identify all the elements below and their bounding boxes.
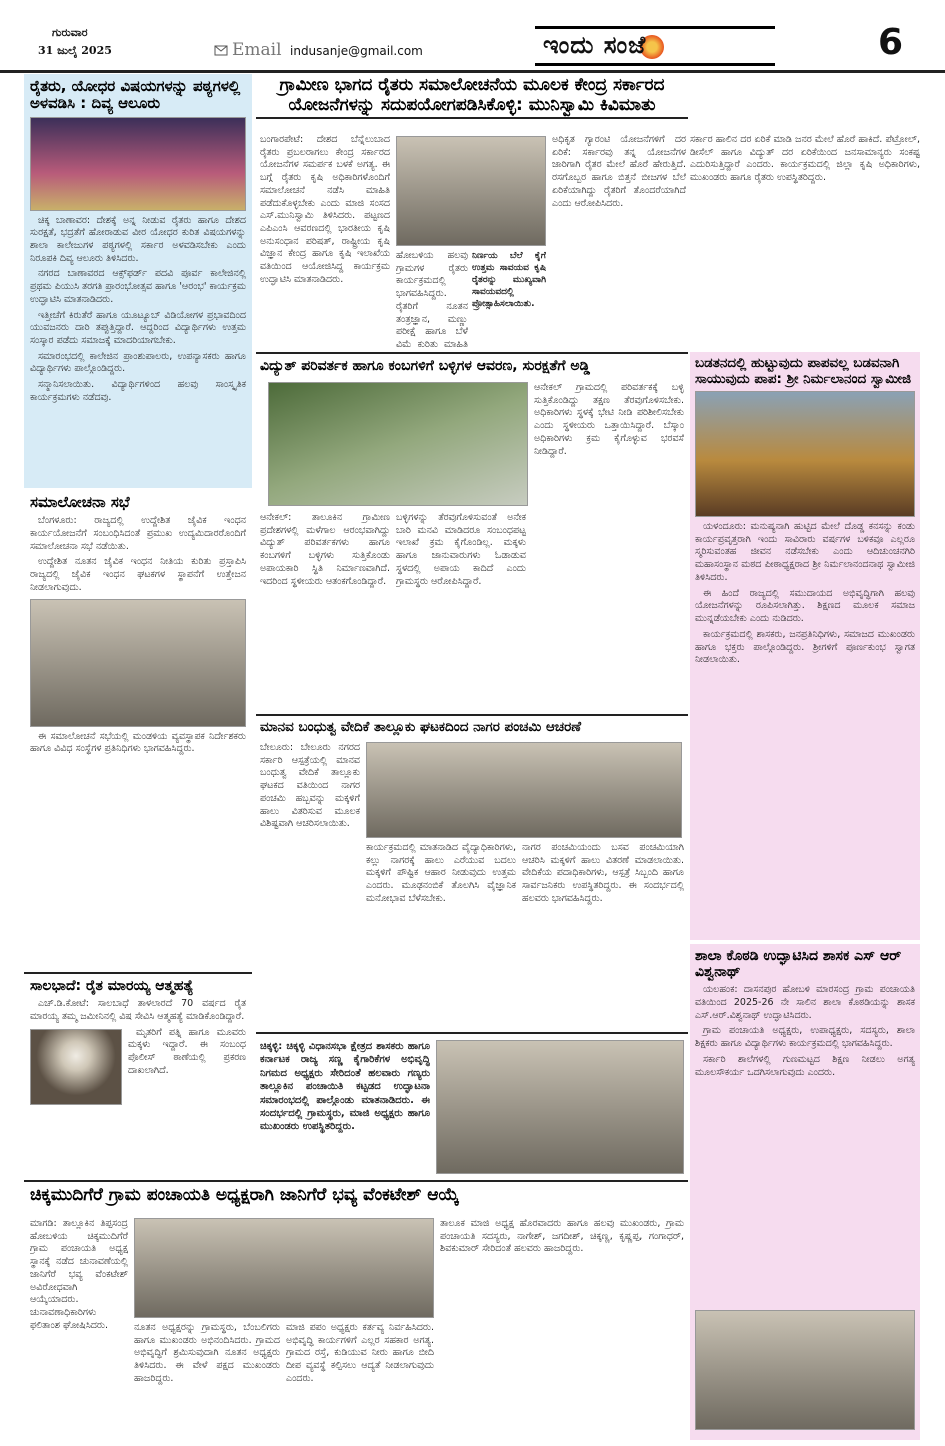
bottom-col-4: ತಾಲೂಕ ಮಾಜಿ ಅಧ್ಯಕ್ಷ ಹೊರವಾದರು ಹಾಗೂ ಹಲವು ಮುಖಂಡರು, ಗ್ರಾಮ ಪಂಚಾಯತಿ ಸದಸ್ಯರು, ನಾಗೇಶ್, ಜಗದೀಶ್, ಚಿಕ್ಕಣ್ಣ, ಕೃಷ್ಣಪ್ಪ, ಗಂಗಾಧರ್, ಶಿವಕುಮಾರ್ ಸೇರಿದಂತೆ ಹಲವರು ಹಾಜರಿದ್ದರು.	[440, 1218, 684, 1255]
panchayat-event-story	[256, 1032, 688, 1178]
email-label: Email	[232, 40, 282, 60]
left-story-2	[24, 490, 252, 970]
naga-col-1: ಬೇಲೂರು: ಬೇಲೂರು ನಗರದ ಸರ್ಕಾರಿ ಆಸ್ಪತ್ರೆಯಲ್ಲಿ ಮಾನವ ಬಂಧುತ್ವ ವೇದಿಕೆ ತಾಲ್ಲೂಕು ಘಟಕದ ವತಿಯಿಂದ ನಾಗರ ಪಂಚಮಿ ಹಬ್ಬವನ್ನು ಮಕ್ಕಳಿಗೆ ಹಾಲು ವಿತರಿಸುವ ಮೂಲಕ ವಿಶಿಷ್ಟವಾಗಿ ಆಚರಿಸಲಾಯಿತು.	[260, 742, 360, 830]
paragraph: ಮೃತರಿಗೆ ಪತ್ನಿ ಹಾಗೂ ಮೂವರು ಮಕ್ಕಳು ಇದ್ದಾರೆ. ಈ ಸಂಬಂಧ ಪೊಲೀಸ್ ಠಾಣೆಯಲ್ಲಿ ಪ್ರಕರಣ ದಾಖಲಾಗಿದೆ.	[128, 1026, 246, 1076]
paragraph: ಸಮಾರಂಭದಲ್ಲಿ ಕಾಲೇಜಿನ ಪ್ರಾಂಶುಪಾಲರು, ಉಪನ್ಯಾಸಕರು ಹಾಗೂ ವಿದ್ಯಾರ್ಥಿಗಳು ಪಾಲ್ಗೊಂಡಿದ್ದರು.	[30, 350, 246, 375]
school-headline: ಶಾಲಾ ಕೊಠಡಿ ಉದ್ಘಾಟಿಸಿದ ಶಾಸಕ ಎಸ್ ಆರ್ ವಿಶ್ವನಾಥ್	[695, 948, 902, 981]
naga-col-3: ನಾಗರ ಪಂಚಮಿಯಂದು ಬಸವ ಪಂಚಮಿಯಾಗಿ ಆಚರಿಸಿ ಮಕ್ಕಳಿಗೆ ಹಾಲು ವಿತರಣೆ ಮಾಡಲಾಯಿತು. ವೇದಿಕೆಯ ಪದಾಧಿಕಾರಿಗಳು, ಆಸ್ಪತ್ರೆ ಸಿಬ್ಬಂದಿ ಹಾಗೂ ಸಾರ್ವಜನಿಕರು ಉಪಸ್ಥಿತರಿದ್ದರು. ಈ ಸಂದರ್ಭದಲ್ಲಿ ಹಲವರು ಭಾಗವಹಿಸಿದ್ದರು.	[522, 842, 684, 904]
paragraph: ನಗರದ ಬಾಣಾವರದ ಆಕ್ಸ್‌ಫರ್ಡ್ ಪದವಿ ಪೂರ್ವ ಕಾಲೇಜಿನಲ್ಲಿ ಪ್ರಥಮ ಪಿಯುಸಿ ತರಗತಿ ಪ್ರಾರಂಭೋತ್ಸವ ಹಾಗೂ 'ಆರಂಭ' ಕಾರ್ಯಕ್ರಮ ಉದ್ಘಾಟಿಸಿ ಮಾತನಾಡಿದರು.	[30, 268, 246, 305]
electric-col-2: ಬಳ್ಳಿಗಳನ್ನು ತೆರವುಗೊಳಿಸುವಂತೆ ಅನೇಕ ಬಾರಿ ಮನವಿ ಮಾಡಿದರೂ ಸಂಬಂಧಪಟ್ಟ ಇಲಾಖೆ ಕ್ರಮ ಕೈಗೊಂಡಿಲ್ಲ. ಮಕ್ಕಳು ಹಾಗೂ ಜಾನುವಾರುಗಳು ಓಡಾಡುವ ಸ್ಥಳದಲ್ಲಿ ಅಪಾಯ ಕಾದಿದೆ ಎಂದು ಗ್ರಾಮಸ್ಥರು ಆರೋಪಿಸಿದ್ದಾರೆ.	[396, 512, 526, 587]
farmer-portrait-photo	[30, 1029, 122, 1105]
masthead-rule	[0, 70, 945, 73]
masthead-day: ಗುರುವಾರ	[52, 26, 88, 39]
bottom-col-3: ಮಾಜಿ ಪಪಂ ಅಧ್ಯಕ್ಷರು ಕರ್ತವ್ಯ ನಿರ್ವಹಿಸಿದರು. ಅಭಿವೃದ್ಧಿ ಕಾರ್ಯಗಳಿಗೆ ಎಲ್ಲರ ಸಹಕಾರ ಅಗತ್ಯ. ಗ್ರಾಮದ ರಸ್ತೆ, ಕುಡಿಯುವ ನೀರು ಹಾಗೂ ಬೀದಿ ದೀಪ ವ್ಯವಸ್ಥೆ ಕಲ್ಪಿಸಲು ಆದ್ಯತೆ ನೀಡಲಾಗುವುದು ಎಂದರು.	[286, 1322, 434, 1384]
lead-col-2: ಹೋಬಳಿಯ ಹಲವು ಗ್ರಾಮಗಳ ರೈತರು ಕಾರ್ಯಕ್ರಮದಲ್ಲಿ ಭಾಗವಹಿಸಿದ್ದರು. ರೈತರಿಗೆ ನೂತನ ತಂತ್ರಜ್ಞಾನ, ಮಣ್ಣು ಪರೀಕ್ಷೆ ಹಾಗೂ ಬೆಳೆ ವಿಮೆ ಕುರಿತು ಮಾಹಿತಿ	[396, 250, 468, 350]
students-event-photo	[30, 117, 246, 211]
left-story-2-body-b	[30, 731, 246, 756]
email-icon	[214, 42, 228, 56]
logo-text: ಇಂದು ಸಂಜೆ	[543, 31, 647, 59]
electric-col-3: ಆನೇಕಲ್ ಗ್ರಾಮದಲ್ಲಿ ಪರಿವರ್ತಕಕ್ಕೆ ಬಳ್ಳಿ ಸುತ್ತಿಕೊಂಡಿದ್ದು ತಕ್ಷಣ ತೆರವುಗೊಳಿಸಬೇಕು. ಅಧಿಕಾರಿಗಳು ಸ್ಥಳಕ್ಕೆ ಭೇಟಿ ನೀಡಿ ಪರಿಶೀಲಿಸಬೇಕು ಎಂದು ಸ್ಥಳೀಯರು ಒತ್ತಾಯಿಸಿದ್ದಾರೆ. ಬೆಸ್ಕಾಂ ಅಧಿಕಾರಿಗಳು ಕ್ರಮ ಕೈಗೊಳ್ಳುವ ಭರವಸೆ ನೀಡಿದ್ದಾರೆ.	[534, 382, 684, 457]
masthead-logo	[535, 26, 775, 66]
panchayat-event-body: ಚಿಕ್ಕಳ್ಳಿ: ಚಿಕ್ಕಳ್ಳಿ ವಿಧಾನಸಭಾ ಕ್ಷೇತ್ರದ ಶಾಸಕರು ಹಾಗೂ ಕರ್ನಾಟಕ ರಾಜ್ಯ ಸಣ್ಣ ಕೈಗಾರಿಕೆಗಳ ಅಭಿವೃದ್ಧಿ ನಿಗಮದ ಅಧ್ಯಕ್ಷರು ಸೇರಿದಂತೆ ಹಲವಾರು ಗಣ್ಯರು ತಾಲ್ಲೂಕಿನ ಪಂಚಾಯಿತಿ ಕಟ್ಟಡದ ಉದ್ಘಾಟನಾ ಸಮಾರಂಭದಲ್ಲಿ ಪಾಲ್ಗೊಂಡು ಮಾತನಾಡಿದರು. ಈ ಸಂದರ್ಭದಲ್ಲಿ ಗ್ರಾಮಸ್ಥರು, ಮಾಜಿ ಅಧ್ಯಕ್ಷರು ಹಾಗೂ ಮುಖಂಡರು ಉಪಸ್ಥಿತರಿದ್ದರು.	[260, 1041, 430, 1133]
left-story-3-headline: ಸಾಲಭಾದೆ: ರೈತ ಮಾರಯ್ಯ ಆತ್ಮಹತ್ಯೆ	[30, 978, 194, 994]
school-body	[695, 984, 915, 1079]
left-story-1-body	[30, 215, 246, 405]
left-story-1-headline: ರೈತರು, ಯೋಧರ ವಿಷಯಗಳನ್ನು ಪಠ್ಯಗಳಲ್ಲಿ ಅಳವಡಿಸಿ : ದಿವ್ಯ ಆಲೂರು	[30, 77, 241, 113]
bottom-story	[24, 1180, 688, 1442]
masthead	[0, 0, 945, 70]
swamiji-story	[690, 352, 920, 940]
paragraph: ಸರ್ಕಾರಿ ಶಾಲೆಗಳಲ್ಲಿ ಗುಣಮಟ್ಟದ ಶಿಕ್ಷಣ ನೀಡಲು ಅಗತ್ಯ ಮೂಲಸೌಕರ್ಯ ಒದಗಿಸಲಾಗುವುದು ಎಂದರು.	[695, 1053, 915, 1078]
left-story-3-body	[30, 998, 246, 1023]
swamiji-headline: ಬಡತನದಲ್ಲಿ ಹುಟ್ಟುವುದು ಪಾಪವಲ್ಲ ಬಡವನಾಗಿ ಸಾಯುವುದು ಪಾಪ: ಶ್ರೀ ನಿರ್ಮಲಾನಂದ ಸ್ವಾಮೀಜಿ	[695, 355, 912, 387]
left-story-2-body-a	[30, 515, 246, 594]
lead-caption: ನಿರ್ಣಯ ಬೆಲೆ ಕೈಗೆ ಉತ್ತಮ ಸಾವಯವ ಕೃಷಿ ರೈತರನ್ನು ಮುಖ್ಯವಾಗಿ ಸಾವಯವದಲ್ಲಿ ಪ್ರೋತ್ಸಾಹಿಸಲಾಯಿತು.	[472, 251, 546, 310]
paragraph: ಇತ್ತೀಚೆಗೆ ಕಿರುತೆರೆ ಹಾಗೂ ಯೂಟ್ಯೂಬ್ ವಿಡಿಯೋಗಳ ಪ್ರಭಾವದಿಂದ ಯುವಜನರು ದಾರಿ ತಪ್ಪುತ್ತಿದ್ದಾರೆ. ಆದ್ದರಿಂದ ವಿದ್ಯಾರ್ಥಿಗಳು ಉತ್ತಮ ಸಂಸ್ಕಾರ ಪಡೆದು ಸಮಾಜಕ್ಕೆ ಮಾದರಿಯಾಗಬೇಕು.	[30, 309, 246, 346]
electric-headline: ವಿದ್ಯುತ್ ಪರಿವರ್ತಕ ಹಾಗೂ ಕಂಬಗಳಿಗೆ ಬಳ್ಳಿಗಳ ಆವರಣ, ಸುರಕ್ಷತೆಗೆ ಅಡ್ಡಿ	[260, 358, 590, 374]
paragraph: ಈ ಹಿಂದೆ ರಾಜ್ಯದಲ್ಲಿ ಸಮುದಾಯದ ಅಭಿವೃದ್ಧಿಗಾಗಿ ಹಲವು ಯೋಜನೆಗಳನ್ನು ರೂಪಿಸಲಾಗಿತ್ತು. ಶಿಕ್ಷಣದ ಮೂಲಕ ಸಮಾಜ ಮುನ್ನಡೆಯಬೇಕು ಎಂದು ನುಡಿದರು.	[695, 587, 915, 625]
panchayat-event-photo	[436, 1040, 684, 1174]
swamiji-body	[695, 521, 915, 667]
paragraph: ಬೆಂಗಳೂರು: ರಾಜ್ಯದಲ್ಲಿ ಉದ್ದೇಶಿತ ಜೈವಿಕ ಇಂಧನ ಕಾರ್ಯಯೋಜನೆಗೆ ಸಂಬಂಧಿಸಿದಂತೆ ಪ್ರಮುಖ ಉದ್ಯಮಿದಾರರೊಂದಿಗೆ ಸಮಾಲೋಚನಾ ಸಭೆ ನಡೆಯಿತು.	[30, 515, 246, 552]
electric-col-1: ಆನೇಕಲ್: ತಾಲೂಕಿನ ಗ್ರಾಮೀಣ ಪ್ರದೇಶಗಳಲ್ಲಿ ಮಳೆಗಾಲ ಆರಂಭವಾಗಿದ್ದು ವಿದ್ಯುತ್ ಪರಿವರ್ತಕಗಳು ಹಾಗೂ ಕಂಬಗಳಿಗೆ ಬಳ್ಳಿಗಳು ಸುತ್ತಿಕೊಂಡು ಅಪಾಯಕಾರಿ ಸ್ಥಿತಿ ನಿರ್ಮಾಣವಾಗಿದೆ. ಇದರಿಂದ ಸ್ಥಳೀಯರು ಆತಂಕಗೊಂಡಿದ್ದಾರೆ.	[260, 512, 390, 587]
school-story	[690, 944, 920, 1440]
bottom-col-2: ನೂತನ ಅಧ್ಯಕ್ಷರನ್ನು ಗ್ರಾಮಸ್ಥರು, ಬೆಂಬಲಿಗರು ಹಾಗೂ ಮುಖಂಡರು ಅಭಿನಂದಿಸಿದರು. ಗ್ರಾಮದ ಅಭಿವೃದ್ಧಿಗೆ ಶ್ರಮಿಸುವುದಾಗಿ ನೂತನ ಅಧ್ಯಕ್ಷರು ತಿಳಿಸಿದರು. ಈ ವೇಳೆ ಪಕ್ಷದ ಮುಖಂಡರು ಹಾಜರಿದ್ದರು.	[134, 1322, 280, 1384]
lead-col-3: ಅಧಿಕೃತ ಗ್ಯಾರಂಟಿ ಯೋಜನೆಗಳಿಗೆ ದರ ಏರಿಕೆ: ಸರ್ಕಾರವು ತನ್ನ ಯೋಜನೆಗಳ ಜಾರಿಗಾಗಿ ರೈತರ ಮೇಲೆ ಹೊರೆ ಹೇರುತ್ತಿದೆ. ರಸಗೊಬ್ಬರ ಹಾಗೂ ಬಿತ್ತನೆ ಬೀಜಗಳ ಬೆಲೆ ಏರಿಕೆಯಾಗಿದ್ದು ರೈತರಿಗೆ ತೊಂದರೆಯಾಗಿದೆ ಎಂದು ಆರೋಪಿಸಿದರು.	[552, 134, 686, 209]
electric-story	[256, 352, 688, 712]
lead-col-4: ಸರ್ಕಾರ ಹಾಲಿನ ದರ ಏರಿಕೆ ಮಾಡಿ ಜನರ ಮೇಲೆ ಹೊರೆ ಹಾಕಿದೆ. ಪೆಟ್ರೋಲ್, ಡೀಸೆಲ್ ಹಾಗೂ ವಿದ್ಯುತ್ ದರ ಏರಿಕೆಯಿಂದ ಜನಸಾಮಾನ್ಯರು ಸಂಕಷ್ಟ ಎದುರಿಸುತ್ತಿದ್ದಾರೆ ಎಂದರು. ಕಾರ್ಯಕ್ರಮದಲ್ಲಿ ಜಿಲ್ಲಾ ಕೃಷಿ ಅಧಿಕಾರಿಗಳು, ಮುಖಂಡರು ಹಾಗೂ ರೈತರು ಉಪಸ್ಥಿತರಿದ್ದರು.	[690, 134, 920, 184]
page-number: 6	[878, 22, 904, 63]
left-story-2-headline: ಸಮಾಲೋಚನಾ ಸಭೆ	[30, 493, 130, 511]
left-story-1	[24, 74, 252, 488]
paragraph: ಯಲಹಂಕ: ದಾಸನಪುರ ಹೋಬಳಿ ಮಾರಸಂದ್ರ ಗ್ರಾಮ ಪಂಚಾಯತಿ ವತಿಯಿಂದ 2025-26 ನೇ ಸಾಲಿನ ಶಾಲಾ ಕೊಠಡಿಯನ್ನು ಶಾಸಕ ಎಸ್.ಆರ್.ವಿಶ್ವನಾಥ್ ಉದ್ಘಾಟಿಸಿದರು.	[695, 984, 915, 1021]
naga-headline: ಮಾನವ ಬಂಧುತ್ವ ವೇದಿಕೆ ತಾಲ್ಲೂಕು ಘಟಕದಿಂದ ನಾಗರ ಪಂಚಮಿ ಆಚರಣೆ	[260, 719, 582, 735]
paragraph: ಕಾರ್ಯಕ್ರಮದಲ್ಲಿ ಶಾಸಕರು, ಜನಪ್ರತಿನಿಧಿಗಳು, ಸಮಾಜದ ಮುಖಂಡರು ಹಾಗೂ ಭಕ್ತರು ಪಾಲ್ಗೊಂಡಿದ್ದರು. ಶ್ರೀಗಳಿಗೆ ಪೂರ್ಣಕುಂಭ ಸ್ವಾಗತ ನೀಡಲಾಯಿತು.	[695, 628, 915, 666]
swamiji-temple-photo	[695, 391, 915, 517]
paragraph: ಸನ್ಮಾನಿಸಲಾಯಿತು. ವಿದ್ಯಾರ್ಥಿಗಳಿಂದ ಹಲವು ಸಾಂಸ್ಕೃತಿಕ ಕಾರ್ಯಕ್ರಮಗಳು ನಡೆದವು.	[30, 379, 246, 403]
meeting-group-photo	[30, 599, 246, 727]
hospital-event-photo	[366, 742, 682, 838]
lead-event-photo	[396, 136, 546, 246]
paragraph: ಎಚ್.ಡಿ.ಕೋಟೆ: ಸಾಲಬಾಧೆ ತಾಳಲಾರದೆ 70 ವರ್ಷದ ರೈತ ಮಾರಯ್ಯ ತಮ್ಮ ಜಮೀನಿನಲ್ಲಿ ವಿಷ ಸೇವಿಸಿ ಆತ್ಮಹತ್ಯೆ ಮಾಡಿಕೊಂಡಿದ್ದಾರೆ.	[30, 998, 246, 1022]
bottom-col-1: ಮಾಗಡಿ: ತಾಲ್ಲೂಕಿನ ತಿಪ್ಪಸಂದ್ರ ಹೋಬಳಿಯ ಚಿಕ್ಕಮುದಿಗೆರೆ ಗ್ರಾಮ ಪಂಚಾಯತಿ ಅಧ್ಯಕ್ಷ ಸ್ಥಾನಕ್ಕೆ ನಡೆದ ಚುನಾವಣೆಯಲ್ಲಿ ಜಾನಿಗೆರೆ ಭವ್ಯ ವೆಂಕಟೇಶ್ ಅವಿರೋಧವಾಗಿ ಆಯ್ಕೆಯಾದರು. ಚುನಾವಣಾಧಿಕಾರಿಗಳು ಫಲಿತಾಂಶ ಘೋಷಿಸಿದರು.	[30, 1218, 128, 1331]
email-address: indusanje@gmail.com	[290, 44, 423, 58]
paragraph: ಈ ಸಮಾಲೋಚನೆ ಸಭೆಯಲ್ಲಿ ಮಂಡಳಿಯ ವ್ಯವಸ್ಥಾಪಕ ನಿರ್ದೇಶಕರು ಹಾಗೂ ವಿವಿಧ ಸಂಸ್ಥೆಗಳ ಪ್ರತಿನಿಧಿಗಳು ಭಾಗವಹಿಸಿದ್ದರು.	[30, 730, 246, 755]
masthead-date: 31 ಜುಲೈ 2025	[38, 44, 112, 57]
paragraph: ಯಳಂದೂರು: ಮನುಷ್ಯನಾಗಿ ಹುಟ್ಟಿದ ಮೇಲೆ ದೊಡ್ಡ ಕನಸನ್ನು ಕಂಡು ಕಾರ್ಯಪ್ರವೃತ್ತರಾಗಿ ಇಂದು ಸಾವಿರಾರು ವರ್ಷಗಳ ಬಳಿಕವೂ ಎಲ್ಲರೂ ಸ್ಮರಿಸುವಂತಹ ಜೀವನ ನಡೆಸಬೇಕು ಎಂದು ಆದಿಚುಂಚನಗಿರಿ ಮಹಾಸಂಸ್ಥಾನ ಮಠದ ಪೀಠಾಧ್ಯಕ್ಷರಾದ ಶ್ರೀ ನಿರ್ಮಲಾನಂದನಾಥ ಸ್ವಾಮೀಜಿ ತಿಳಿಸಿದರು.	[695, 521, 915, 583]
lead-story	[256, 74, 688, 350]
transformer-vines-photo	[268, 382, 528, 506]
lead-headline: ಗ್ರಾಮೀಣ ಭಾಗದ ರೈತರು ಸಮಾಲೋಚನೆಯ ಮೂಲಕ ಕೇಂದ್ರ ಸರ್ಕಾರದ ಯೋಜನೆಗಳನ್ನು ಸದುಪಯೋಗಪಡಿಸಿಕೊಳ್ಳಿ: ಮುನಿಸ್ವಾಮಿ ಕಿವಿಮಾತು	[256, 74, 688, 119]
naga-col-2: ಕಾರ್ಯಕ್ರಮದಲ್ಲಿ ಮಾತನಾಡಿದ ವೈದ್ಯಾಧಿಕಾರಿಗಳು, ಕಲ್ಲು ನಾಗರಕ್ಕೆ ಹಾಲು ಎರೆಯುವ ಬದಲು ಮಕ್ಕಳಿಗೆ ಪೌಷ್ಟಿಕ ಆಹಾರ ನೀಡುವುದು ಉತ್ತಮ ಎಂದರು. ಮೂಢನಂಬಿಕೆ ತೊಲಗಿಸಿ ವೈಜ್ಞಾನಿಕ ಮನೋಭಾವ ಬೆಳೆಸಬೇಕು.	[366, 842, 516, 904]
school-event-photo	[695, 1310, 915, 1430]
paragraph: ಗ್ರಾಮ ಪಂಚಾಯತಿ ಅಧ್ಯಕ್ಷರು, ಉಪಾಧ್ಯಕ್ಷರು, ಸದಸ್ಯರು, ಶಾಲಾ ಶಿಕ್ಷಕರು ಹಾಗೂ ವಿದ್ಯಾರ್ಥಿಗಳು ಕಾರ್ಯಕ್ರಮದಲ್ಲಿ ಭಾಗವಹಿಸಿದ್ದರು.	[695, 1025, 915, 1050]
lead-col-1: ಬಂಗಾರಪೇಟೆ: ದೇಶದ ಬೆನ್ನೆಲುಬಾದ ರೈತರು ಪ್ರಬಲರಾಗಲು ಕೇಂದ್ರ ಸರ್ಕಾರದ ಯೋಜನೆಗಳ ಸಮರ್ಪಕ ಬಳಕೆ ಅಗತ್ಯ. ಈ ಬಗ್ಗೆ ರೈತರು ಕೃಷಿ ಅಧಿಕಾರಿಗಳೊಂದಿಗೆ ಸಮಾಲೋಚನೆ ನಡೆಸಿ ಮಾಹಿತಿ ಪಡೆದುಕೊಳ್ಳಬೇಕು ಎಂದು ಮಾಜಿ ಸಂಸದ ಎಸ್.ಮುನಿಸ್ವಾಮಿ ತಿಳಿಸಿದರು. ಪಟ್ಟಣದ ಎಪಿಎಂಸಿ ಆವರಣದಲ್ಲಿ ಭಾರತೀಯ ಕೃಷಿ ಅನುಸಂಧಾನ ಪರಿಷತ್, ರಾಷ್ಟ್ರೀಯ ಕೃಷಿ ವಿಜ್ಞಾನ ಕೇಂದ್ರ ಹಾಗೂ ಕೃಷಿ ಇಲಾಖೆಯ ವತಿಯಿಂದ ಆಯೋಜಿಸಿದ್ದ ಕಾರ್ಯಕ್ರಮ ಉದ್ಘಾಟಿಸಿ ಮಾತನಾಡಿದರು.	[260, 134, 390, 285]
naga-story	[256, 714, 688, 1030]
paragraph: ಉದ್ದೇಶಿತ ನೂತನ ಜೈವಿಕ ಇಂಧನ ನೀತಿಯ ಕುರಿತು ಪ್ರಸ್ತಾಪಿಸಿ ರಾಜ್ಯದಲ್ಲಿ ಜೈವಿಕ ಇಂಧನ ಘಟಕಗಳ ಸ್ಥಾಪನೆಗೆ ಉತ್ತೇಜನ ನೀಡಲಾಗುವುದು.	[30, 556, 246, 593]
election-celebration-photo	[134, 1218, 434, 1318]
left-story-3	[24, 972, 252, 1176]
bottom-headline: ಚಿಕ್ಕಮುದಿಗೆರೆ ಗ್ರಾಮ ಪಂಚಾಯತಿ ಅಧ್ಯಕ್ಷರಾಗಿ ಜಾನಿಗೆರೆ ಭವ್ಯ ವೆಂಕಟೇಶ್ ಆಯ್ಕೆ	[30, 1185, 459, 1205]
paragraph: ಚಿಕ್ಕ ಬಾಣಾವರ: ದೇಶಕ್ಕೆ ಅನ್ನ ನೀಡುವ ರೈತರು ಹಾಗೂ ದೇಶದ ಸುರಕ್ಷತೆ, ಭದ್ರತೆಗೆ ಹೋರಾಡುವ ವೀರ ಯೋಧರ ಕುರಿತ ವಿಷಯಗಳನ್ನು ಶಾಲಾ ಕಾಲೇಜುಗಳ ಪಠ್ಯಗಳಲ್ಲಿ ಸರ್ಕಾರ ಅಳವಡಿಸಬೇಕು ಎಂದು ನಿರೂಪಕಿ ದಿವ್ಯ ಆಲೂರು ತಿಳಿಸಿದರು.	[30, 214, 246, 264]
